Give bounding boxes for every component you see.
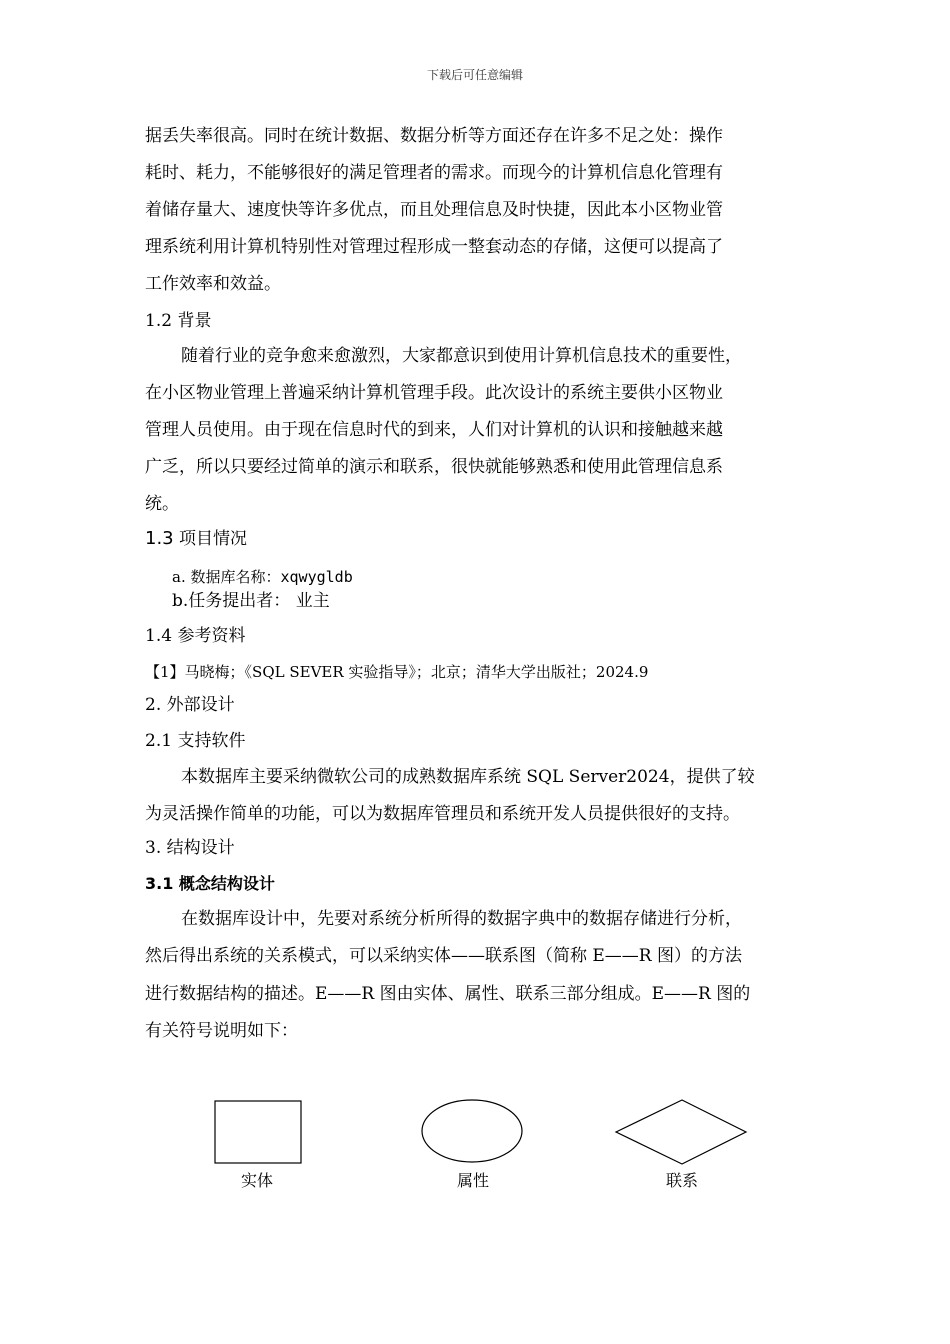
background-line: 在小区物业管理上普遍采纳计算机管理手段。此次设计的系统主要供小区物业: [145, 383, 723, 403]
page-header: 下载后可任意编辑: [426, 68, 523, 82]
project-item-b: b.任务提出者： 业主: [172, 591, 330, 611]
section-heading-2-1: 2.1 支持软件: [145, 731, 246, 751]
background-line: 管理人员使用。由于现在信息时代的到来，人们对计算机的认识和接触越来越: [145, 420, 723, 440]
background-line: 随着行业的竞争愈来愈激烈，大家都意识到使用计算机信息技术的重要性，: [181, 346, 742, 366]
intro-line: 着储存量大、速度快等许多优点，而且处理信息及时快捷，因此本小区物业管: [145, 200, 723, 220]
entity-label: 实体: [240, 1171, 273, 1190]
design-line: 有关符号说明如下：: [145, 1021, 298, 1041]
intro-line: 据丢失率很高。同时在统计数据、数据分析等方面还存在许多不足之处：操作: [145, 126, 723, 146]
design-line: 进行数据结构的描述。E——R 图由实体、属性、联系三部分组成。E——R 图的: [145, 984, 751, 1004]
section-heading-2: 2. 外部设计: [145, 695, 235, 715]
software-line: 本数据库主要采纳微软公司的成熟数据库系统 SQL Server2024，提供了较: [181, 767, 755, 787]
background-line: 统。: [145, 494, 179, 514]
section-heading-3: 3. 结构设计: [145, 838, 235, 858]
intro-line: 工作效率和效益。: [145, 274, 281, 294]
section-title: 项目情况: [179, 529, 248, 549]
background-line: 广乏，所以只要经过简单的演示和联系，很快就能够熟悉和使用此管理信息系: [145, 457, 723, 477]
section-heading-3-1: 3.1 概念结构设计: [145, 874, 275, 893]
item-a-label: a. 数据库名称：: [172, 568, 281, 586]
section-heading-1-2: 1.2 背景: [145, 311, 212, 331]
section-heading-1-4: 1.4 参考资料: [145, 626, 246, 646]
design-line: 在数据库设计中，先要对系统分析所得的数据字典中的数据存储进行分析，: [181, 909, 742, 929]
intro-line: 耗时、耗力，不能够很好的满足管理者的需求。而现今的计算机信息化管理有: [145, 163, 723, 183]
intro-line: 理系统利用计算机特别性对管理过程形成一整套动态的存储，这便可以提高了: [145, 237, 723, 257]
software-line: 为灵活操作简单的功能，可以为数据库管理员和系统开发人员提供很好的支持。: [145, 804, 740, 824]
item-a-value: xqwygldb: [280, 568, 353, 586]
section-number: 1.3: [145, 528, 174, 549]
entity-rectangle-symbol: [214, 1100, 304, 1166]
relation-diamond-symbol: [614, 1098, 750, 1166]
section-heading-1-3: [145, 527, 247, 551]
attribute-label: 属性: [456, 1171, 489, 1190]
relation-label: 联系: [665, 1171, 698, 1190]
reference-entry: 【1】马晓梅；《SQL SEVER 实验指导》；北京；清华大学出版社；2024.9: [145, 663, 649, 681]
project-item-a: [172, 565, 353, 589]
design-line: 然后得出系统的关系模式，可以采纳实体——联系图（简称 E——R 图）的方法: [145, 946, 743, 966]
attribute-ellipse-symbol: [420, 1099, 526, 1165]
